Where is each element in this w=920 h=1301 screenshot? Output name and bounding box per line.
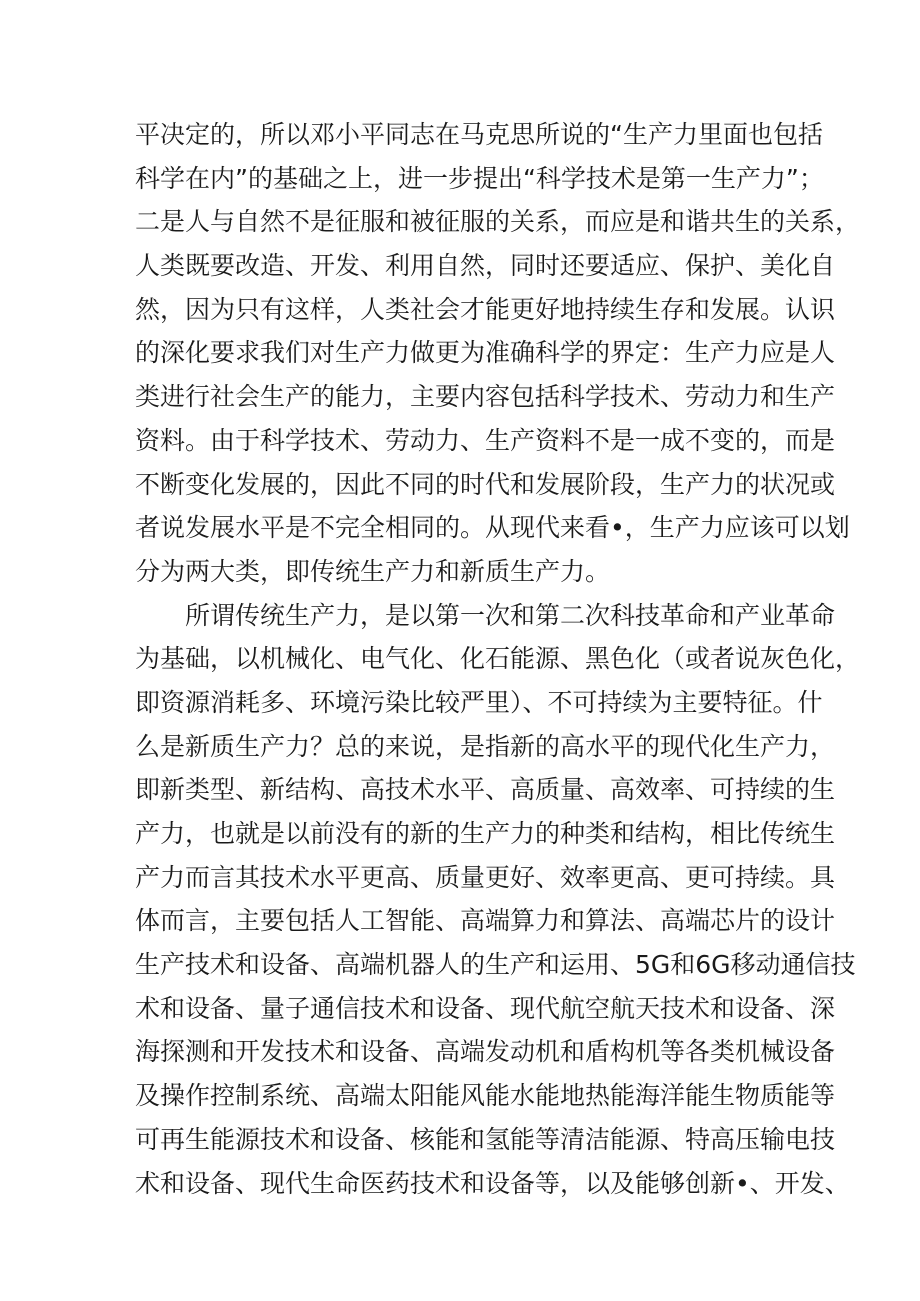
- text-line: 科学在内”的基础之上，进一步提出“科学技术是第一生产力”；: [135, 163, 824, 193]
- text-line: 么是新质生产力？总的来说，是指新的高水平的现代化生产力，: [135, 731, 836, 761]
- paragraph-1: [135, 113, 861, 594]
- text-line: 类进行社会生产的能力，主要内容包括科学技术、劳动力和生产: [135, 382, 836, 412]
- text-line: 的深化要求我们对生产力做更为准确科学的界定：生产力应是人: [135, 338, 836, 368]
- text-line: 二是人与自然不是征服和被征服的关系，而应是和谐共生的关系，: [135, 207, 861, 237]
- text-line: 分为两大类，即传统生产力和新质生产力。: [135, 556, 611, 586]
- text-line: 产力，也就是以前没有的新的生产力的种类和结构，相比传统生: [135, 819, 836, 848]
- paragraph-2: [135, 594, 861, 1206]
- text-line: 术和设备、量子通信技术和设备、现代航空航天技术和设备、深: [135, 993, 836, 1023]
- text-line: 体而言，主要包括人工智能、高端算力和算法、高端芯片的设计: [135, 906, 836, 936]
- text-line: 平决定的，所以邓小平同志在马克思所说的“生产力里面也包括: [135, 120, 823, 149]
- text-line: 即资源消耗多、环境污染比较严里）、不可持续为主要特征。什: [135, 687, 823, 717]
- text-line: 即新类型、新结构、高技术水平、高质量、高效率、可持续的生: [135, 775, 836, 805]
- body-text: [135, 113, 861, 1205]
- text-line: 人类既要改造、开发、利用自然，同时还要适应、保护、美化自: [135, 251, 836, 281]
- text-line: 及操作控制系统、高端太阳能风能水能地热能海洋能生物质能等: [135, 1081, 836, 1111]
- text-line: 所谓传统生产力，是以第一次和第二次科技革命和产业革命: [185, 600, 836, 630]
- text-line: 生产技术和设备、高端机器人的生产和运用、5G和6G移动通信技: [135, 950, 856, 980]
- text-line: 资料。由于科学技术、劳动力、生产资料不是一成不变的，而是: [135, 425, 836, 455]
- text-line: 术和设备、现代生命医药技术和设备等，以及能够创新•、开发、: [135, 1168, 850, 1198]
- text-line: 海探测和开发技术和设备、高端发动机和盾构机等各类机械设备: [135, 1037, 836, 1067]
- text-line: 不断变化发展的，因此不同的时代和发展阶段，生产力的状况或: [135, 469, 836, 499]
- text-line: 者说发展水平是不完全相同的。从现代来看•，生产力应该可以划: [135, 513, 850, 543]
- text-line: 然，因为只有这样，人类社会才能更好地持续生存和发展。认识: [135, 294, 836, 324]
- text-line: 可再生能源技术和设备、核能和氢能等清洁能源、特高压输电技: [135, 1124, 836, 1154]
- text-line: 为基础，以机械化、电气化、化石能源、黑色化（或者说灰色化，: [135, 644, 861, 674]
- text-line: 产力而言其技术水平更高、质量更好、效率更高、更可持续。具: [135, 862, 836, 892]
